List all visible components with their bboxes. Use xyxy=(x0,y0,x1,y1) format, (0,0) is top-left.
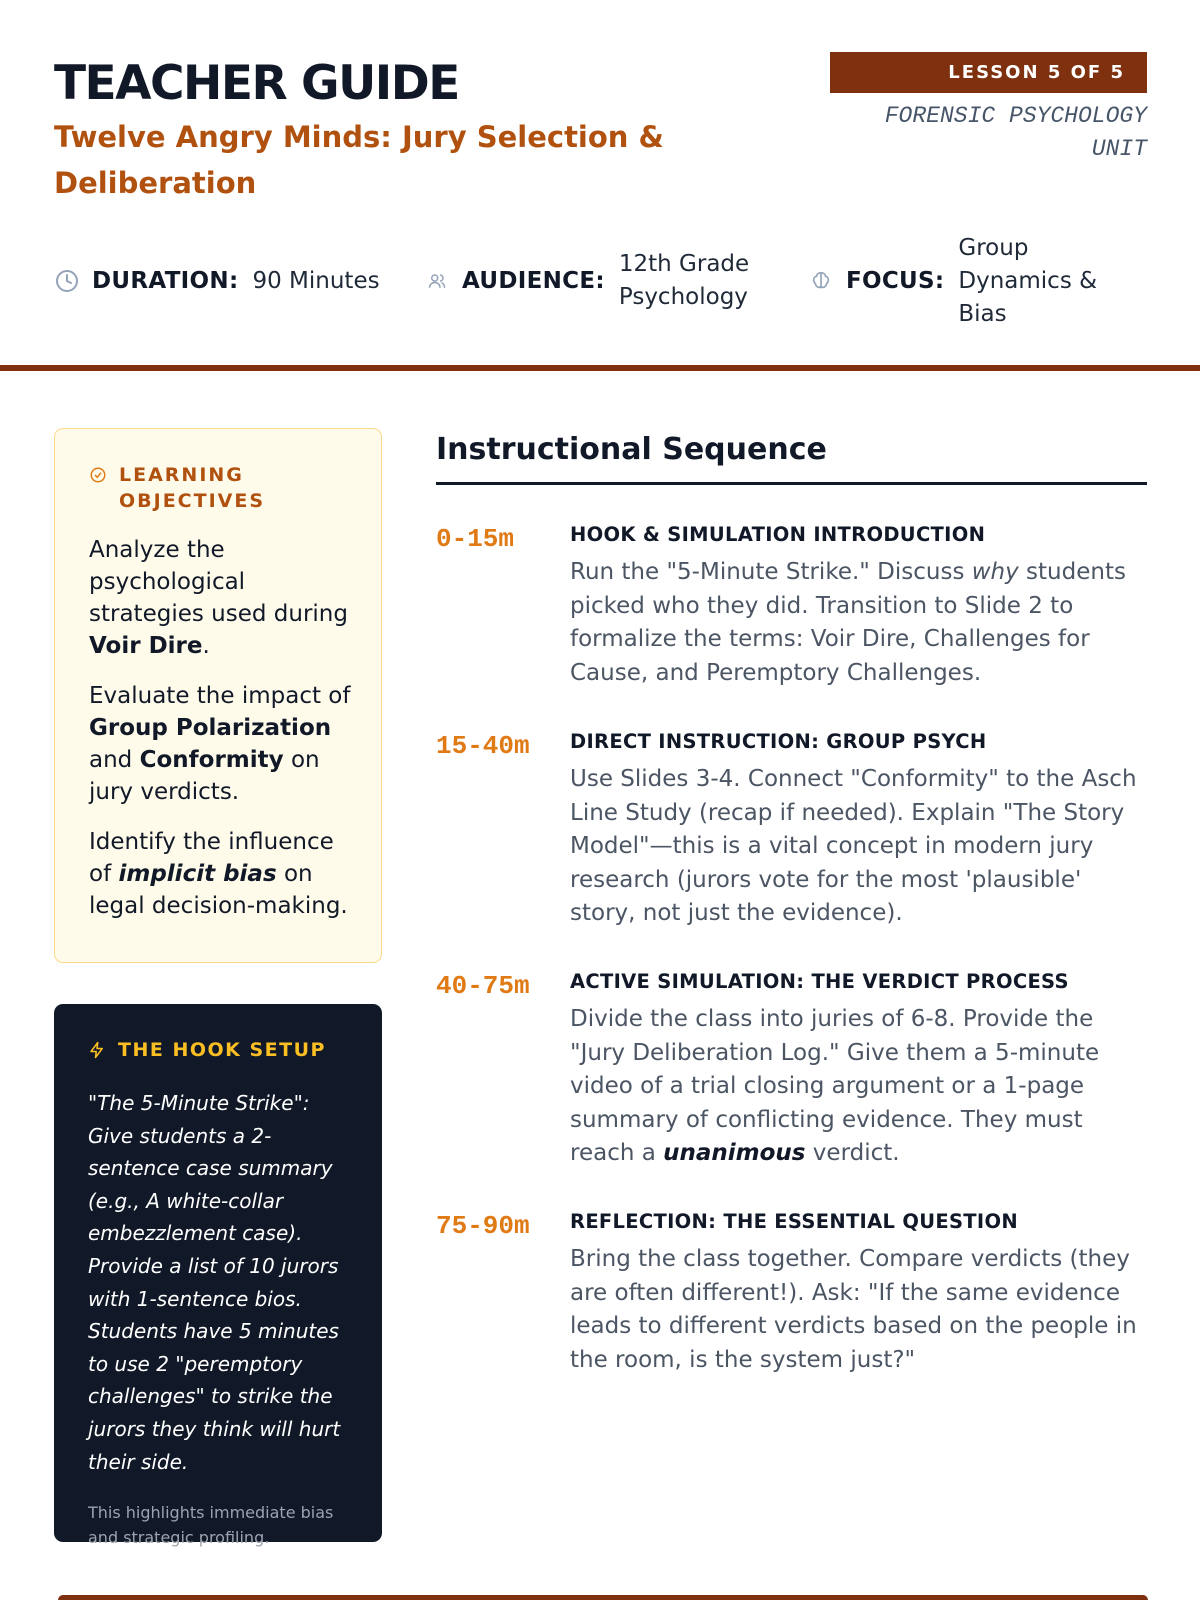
footer-divider xyxy=(58,1595,1148,1600)
step-time: 75-90m xyxy=(436,1211,530,1241)
lesson-subtitle: Twelve Angry Minds: Jury Selection & Deliberation xyxy=(54,120,664,200)
instructional-sequence xyxy=(436,430,1147,1373)
objective-item: Identify the influence of implicit bias on legal decision-making. xyxy=(89,829,348,919)
brain-icon xyxy=(808,268,834,294)
sequence-title: Instructional Sequence xyxy=(436,430,1147,485)
audience-label: AUDIENCE: xyxy=(462,268,605,294)
header xyxy=(54,52,1147,212)
objectives-title: LEARNING OBJECTIVES xyxy=(119,464,266,512)
header-divider xyxy=(0,365,1200,371)
meta-audience xyxy=(424,247,759,315)
focus-value: Group Dynamics & Bias xyxy=(958,234,1098,327)
users-icon xyxy=(424,268,450,294)
step-text: Divide the class into juries of 6-8. Provide the "Jury Deliberation Log." Give them a 5-minute video of a trial closing argument or a 1-page summary of conflicting evidence. They must reach a unanimous verdict. xyxy=(570,1006,1100,1166)
learning-objectives-box xyxy=(54,428,382,963)
step-heading: REFLECTION: THE ESSENTIAL QUESTION xyxy=(570,1210,1018,1233)
hook-note: This highlights immediate bias and strategic profiling. xyxy=(88,1503,334,1548)
step-time: 0-15m xyxy=(436,524,515,554)
step-time: 15-40m xyxy=(436,731,530,761)
focus-label: FOCUS: xyxy=(846,268,945,294)
step-heading: HOOK & SIMULATION INTRODUCTION xyxy=(570,523,986,546)
lightning-icon xyxy=(88,1041,106,1059)
step-heading: DIRECT INSTRUCTION: GROUP PSYCH xyxy=(570,730,987,753)
hook-setup-box xyxy=(54,1004,382,1548)
step-time: 40-75m xyxy=(436,971,530,1001)
audience-value: 12th Grade Psychology xyxy=(618,251,750,310)
hook-body: "The 5-Minute Strike": Give students a 2-sentence case summary (e.g., A white-collar embezzlement case). Provide a list of 10 jurors with 1-sentence bios. Students have 5 minutes to use 2 "peremptory challenges" to strike the jurors they think will hurt their side. xyxy=(88,1091,341,1474)
objectives-header xyxy=(89,462,351,514)
meta-duration xyxy=(54,247,380,315)
hook-header xyxy=(88,1037,352,1063)
objective-item: Analyze the psychological strategies used during Voir Dire. xyxy=(89,537,348,659)
page-title: TEACHER GUIDE xyxy=(54,56,459,111)
step-text: Bring the class together. Compare verdicts (they are often different!). Ask: "If the same evidence leads to different verdicts based on the people in the room, is the system just?" xyxy=(570,1246,1137,1373)
step-text: Use Slides 3-4. Connect "Conformity" to the Asch Line Study (recap if needed). Explain "The Story Model"—this is a vital concept in modern jury research (jurors vote for the most 'plausible' story, not just the evidence). xyxy=(570,766,1137,926)
objective-item: Evaluate the impact of Group Polarization and Conformity on jury verdicts. xyxy=(89,683,351,805)
hook-title: THE HOOK SETUP xyxy=(118,1039,326,1061)
target-icon xyxy=(89,466,107,484)
step-heading: ACTIVE SIMULATION: THE VERDICT PROCESS xyxy=(570,970,1069,993)
meta-row xyxy=(54,234,1147,327)
lesson-badge: LESSON 5 OF 5 xyxy=(830,52,1147,93)
duration-label: DURATION: xyxy=(92,268,239,294)
meta-focus xyxy=(808,234,1148,327)
unit-label: FORENSIC PSYCHOLOGY UNIT xyxy=(884,103,1147,162)
duration-value: 90 Minutes xyxy=(252,267,380,294)
clock-icon xyxy=(54,268,80,294)
step-text: Run the "5-Minute Strike." Discuss why students picked who they did. Transition to Slide 2 to formalize the terms: Voir Dire, Challenges for Cause, and Peremptory Challenges. xyxy=(570,559,1126,686)
